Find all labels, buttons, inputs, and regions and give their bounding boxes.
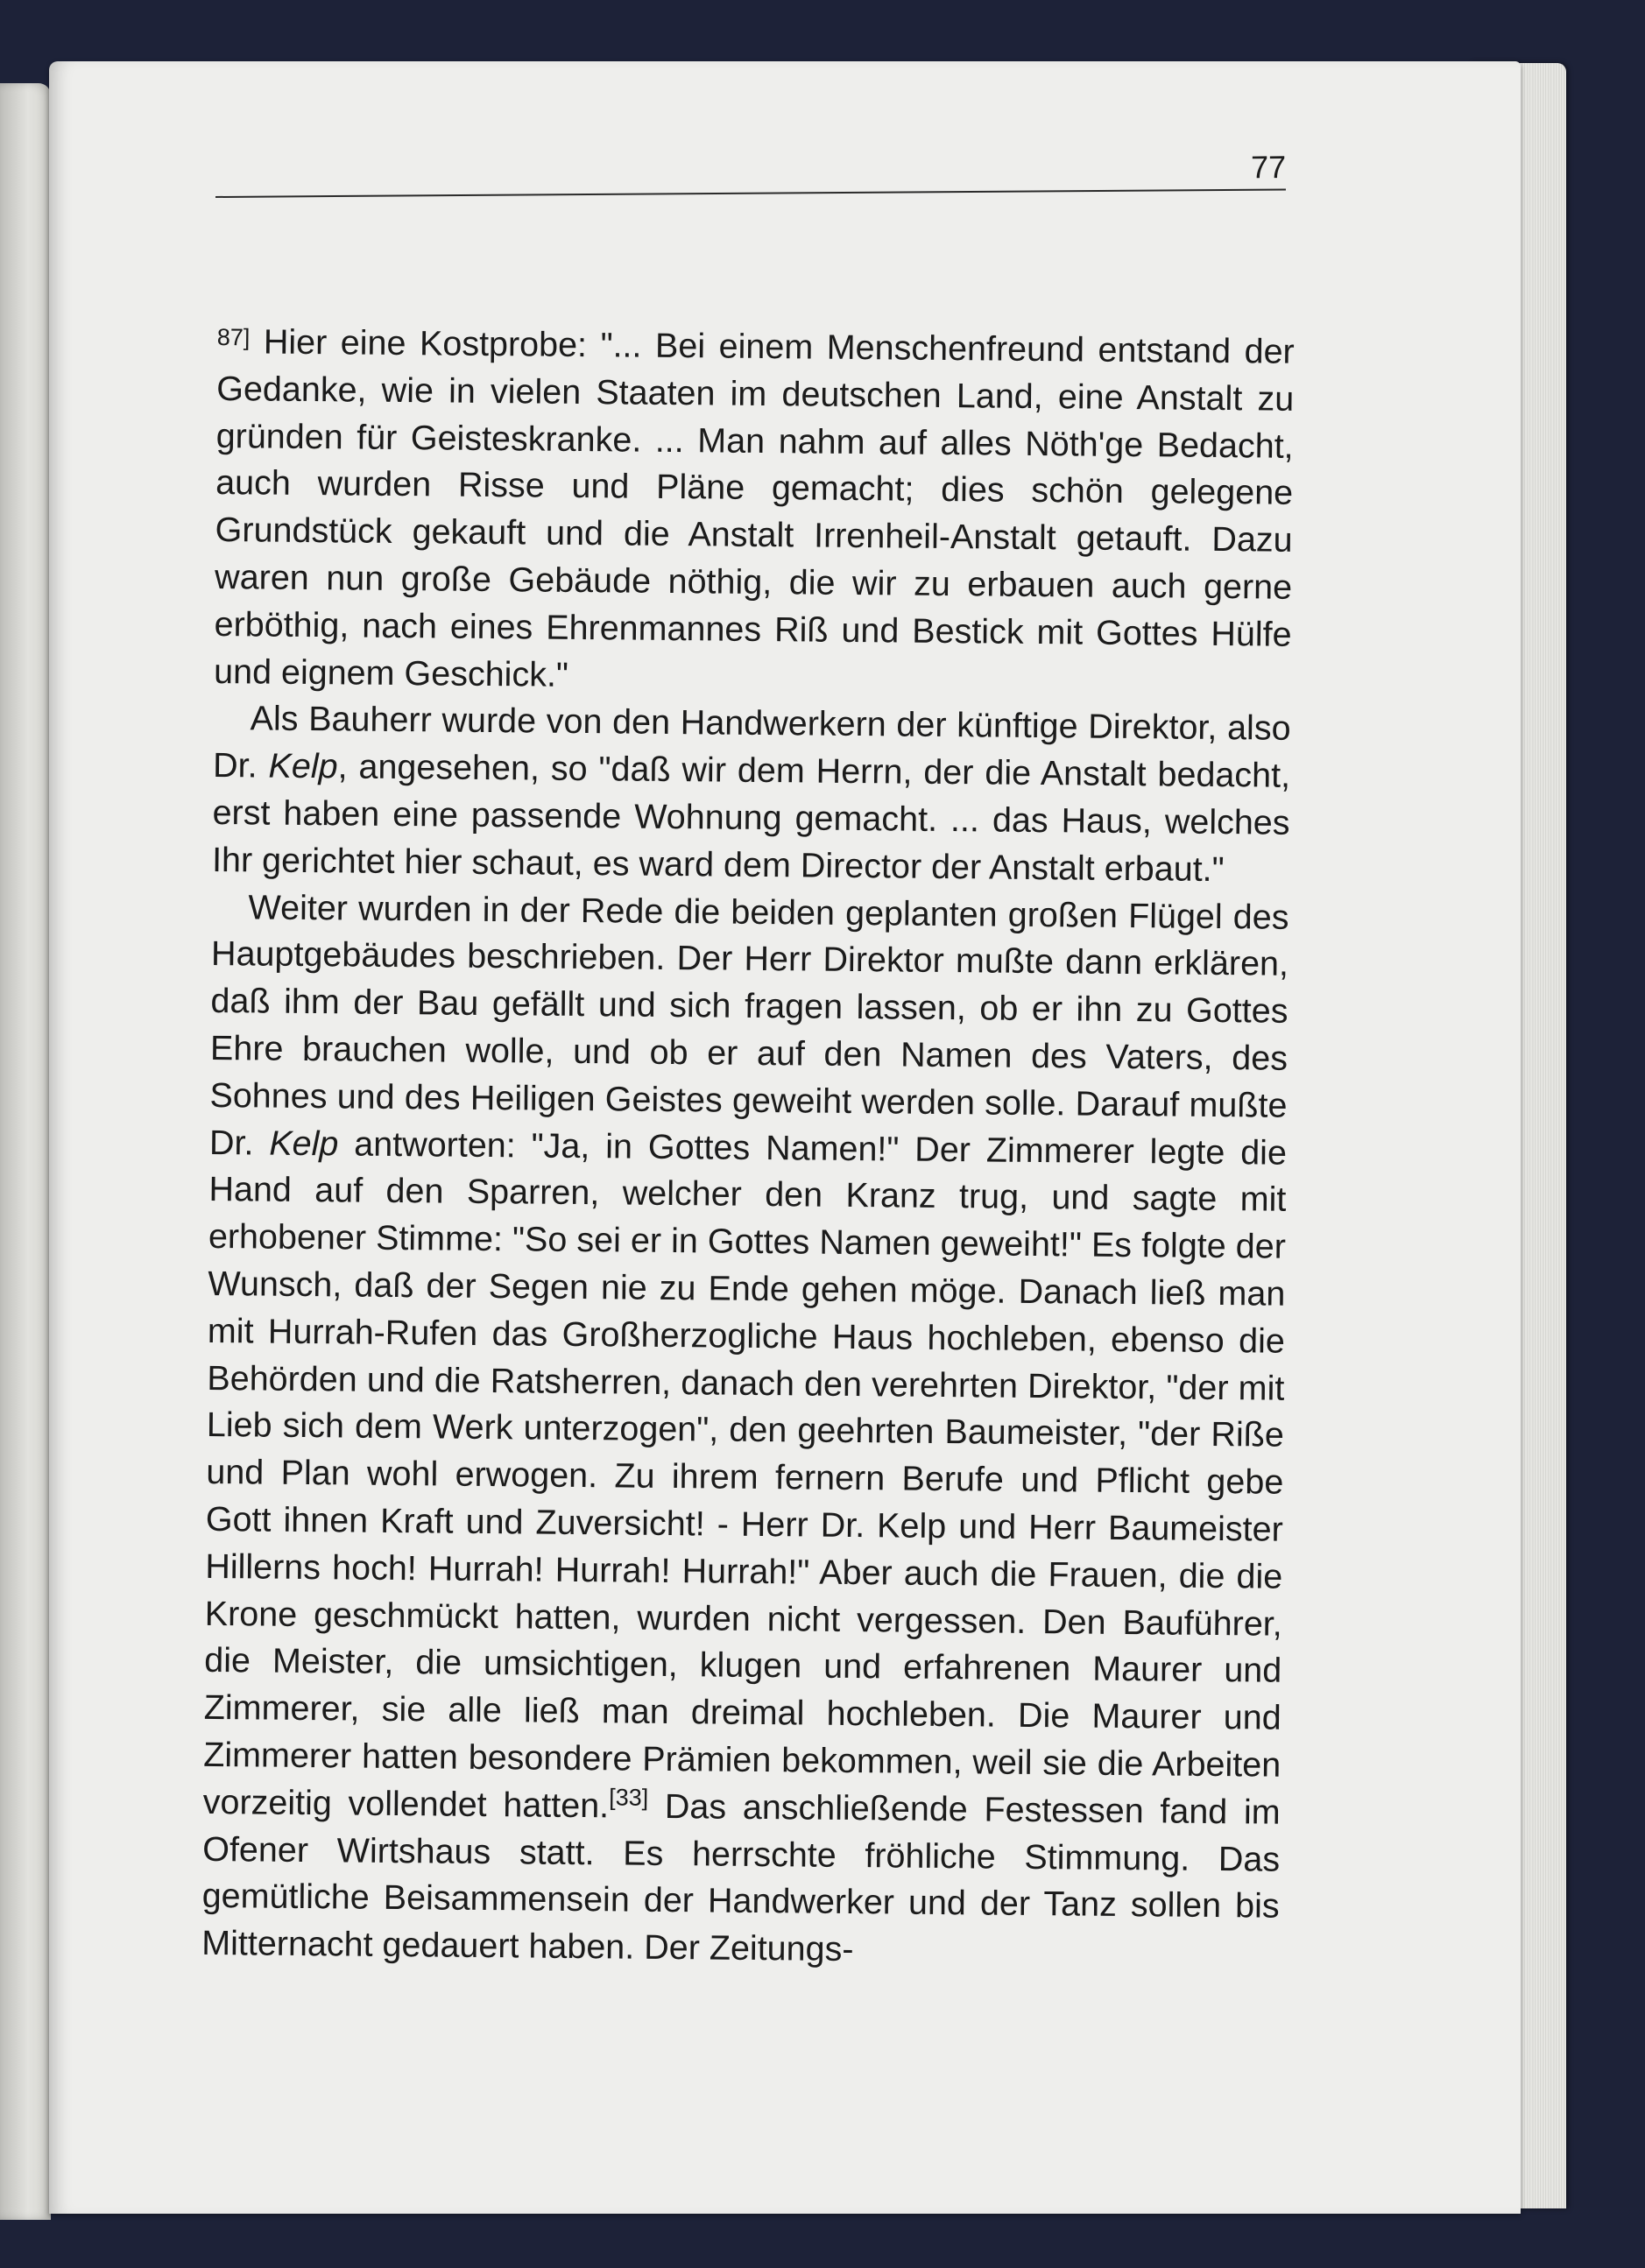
paragraph-text: , angesehen, so "daß wir dem Herrn, der die Anstalt bedacht, erst haben eine passende Wohnung gemacht. ... das Haus, welches Ihr gerichtet hier schaut, es ward dem Director der Anstalt erbaut." [211,747,1291,889]
person-name-italic: Kelp [269,1123,339,1163]
paragraph-bauherr [212,695,1291,894]
paragraph-rede [201,884,1289,1978]
footnote-paragraph [214,319,1295,706]
paragraph-text: Das anschließende Festessen fand im Ofener Wirtshaus statt. Es herrschte fröhliche Stimmung. Das gemütliche Beisammensein der Handwerker und der Tanz sollen bis Mitternacht gedauert haben. Der Zeitungs- [201,1786,1281,1969]
body-text [201,319,1295,1978]
footnote-text: Hier eine Kostprobe: "... Bei einem Menschenfreund entstand der Gedanke, wie in vielen Staaten im deutschen Land, eine Anstalt zu gründen für Geisteskranke. ... Man nahm auf alles Nöth'ge Bedacht, auch wurden Risse und Pläne gemacht; dies schön gelegene Grundstück gekauft und die Anstalt Irrenheil-Anstalt getauft. Dazu waren nun große Gebäude nöthig, die wir zu erbauen auch gerne erböthig, nach eines Ehrenmannes Riß und Bestick mit Gottes Hülfe und eignem Geschick." [213,322,1295,694]
reference-marker: [33] [609,1784,649,1811]
footnote-marker: 87] [216,323,251,351]
paragraph-text: Weiter wurden in der Rede die beiden geplanten großen Flügel des Hauptgebäudes beschrieben. Der Herr Direktor mußte dann erklären, daß ihm der Bau gefällt und sich fragen lassen, ob er ihn zu Gottes Ehre brauchen wolle, und ob er auf den Namen des Vaters, des Sohnes und des Heiligen Geistes geweiht werden solle. Darauf mußte Dr. [208,887,1289,1163]
facing-page-edge [0,83,51,2220]
paragraph-text: Als Bauherr wurde von den Handwerkern der künftige Direktor, also Dr. [212,699,1291,785]
page-number: 77 [1250,149,1287,186]
paragraph-text: antworten: "Ja, in Gottes Namen!" Der Zimmerer legte die Hand auf den Sparren, welcher den Kranz trug, und sagte mit erhobener Stimme: "So sei er in Gottes Namen geweiht!" Es folgte der Wunsch, daß der Segen nie zu Ende gehen möge. Danach ließ man mit Hurrah-Rufen das Großherzogliche Haus hochleben, ebenso die Behörden und die Ratsherren, danach den verehrten Direktor, "der mit Lieb sich dem Werk unterzogen", den geehrten Baumeister, "der Riße und Plan wohl erwogen. Zu ihrem fernern Berufe und Pflicht gebe Gott ihnen Kraft und Zuversicht! - Herr Dr. Kelp und Herr Baumeister Hillerns hoch! Hurrah! Hurrah! Hurrah!" Aber auch die Frauen, die die Krone geschmückt hatten, wurden nicht vergessen. Den Bauführer, die Meister, die umsichtigen, klugen und erfahrenen Maurer und Zimmerer, sie alle ließ man dreimal hochleben. Die Maurer und Zimmerer hatten besondere Prämien bekommen, weil sie die Arbeiten vorzeitig vollendet hatten. [202,1123,1288,1826]
person-name-italic: Kelp [268,746,338,786]
